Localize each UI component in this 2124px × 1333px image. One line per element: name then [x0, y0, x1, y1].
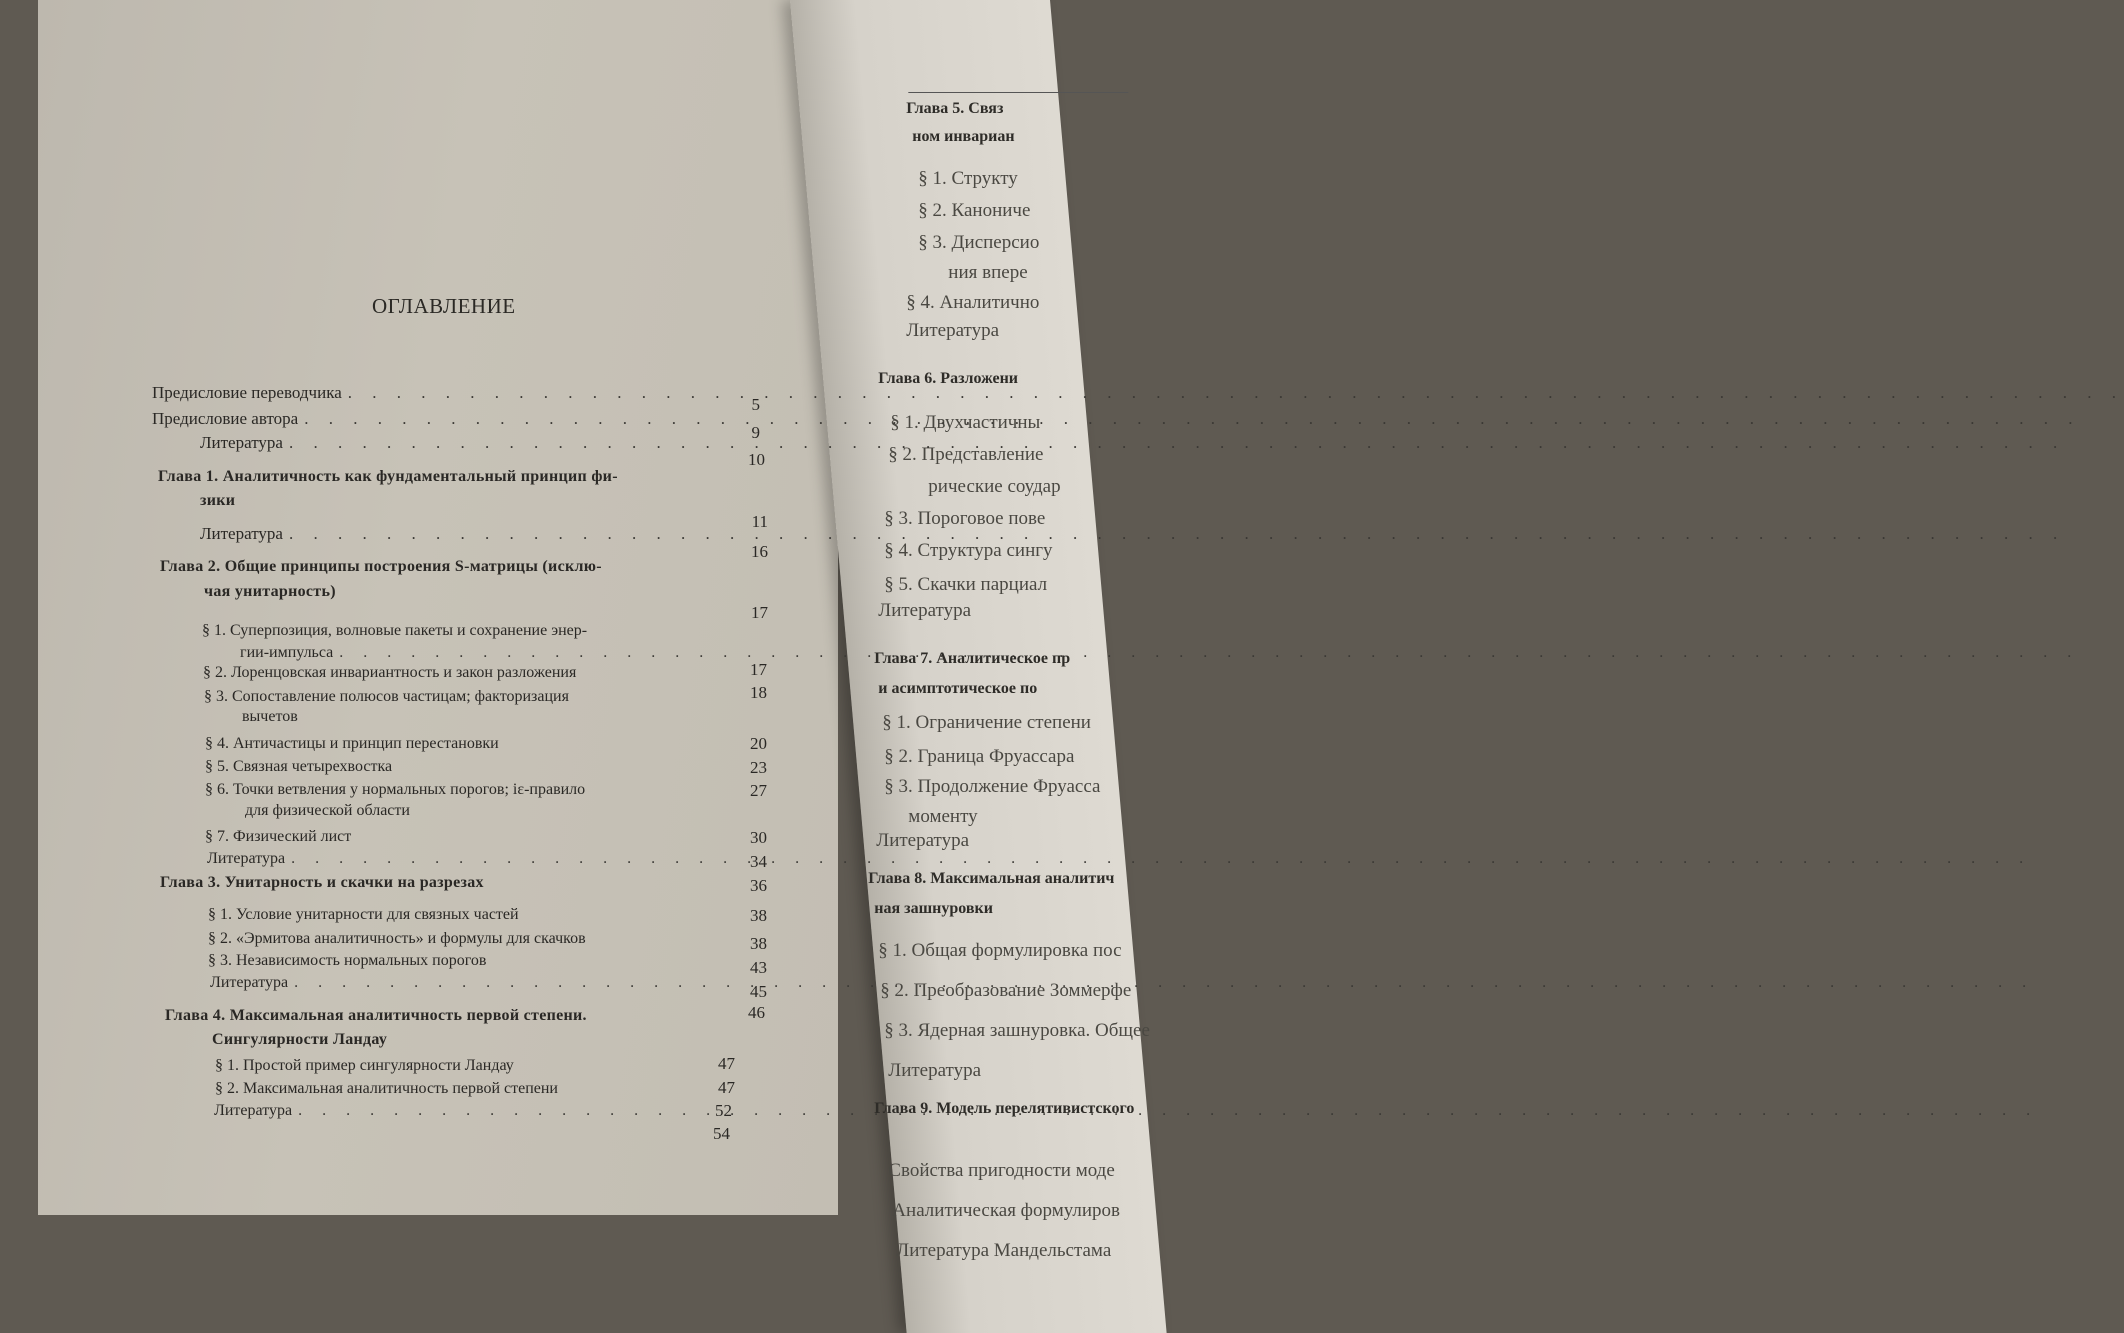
- toc-title: ОГЛАВЛЕНИЕ: [372, 294, 516, 318]
- toc-page-number: 16: [751, 542, 768, 561]
- section-entry: § 5. Связная четырехвостка: [205, 758, 393, 775]
- facing-page-line: § 5. Скачки парциал: [884, 574, 1048, 595]
- facing-page-line: § 1. Ограничение степени: [882, 712, 1091, 733]
- toc-page-number: 36: [750, 876, 767, 895]
- toc-entry-text: Литература: [200, 524, 283, 543]
- facing-page-line: § 2. Преобразование Зоммерфе: [880, 980, 1132, 1001]
- facing-page-line: § 4. Аналитично: [906, 292, 1040, 313]
- toc-entry-text: Литература: [200, 433, 283, 452]
- toc-page-number: 52: [715, 1101, 732, 1120]
- toc-page-number: 47: [718, 1054, 735, 1073]
- toc-entry: [210, 972, 760, 994]
- section-entry-cont: для физической области: [245, 802, 410, 819]
- chapter-heading: Глава 4. Максимальная аналитичность первой степени.: [165, 1007, 587, 1024]
- section-entry: § 6. Точки ветвления у нормальных порогов; iε-правило: [205, 781, 586, 798]
- facing-page-line: Глава 9. Модель перелятивистского: [874, 1100, 1135, 1117]
- toc-page-number: 18: [750, 683, 767, 702]
- toc-page-number: 27: [750, 781, 767, 800]
- facing-page-line: § 1. Структу: [918, 168, 1018, 189]
- facing-page-line: Литература Мандельстама: [896, 1240, 1112, 1261]
- section-entry: § 1. Простой пример сингулярности Ландау: [215, 1057, 514, 1074]
- toc-entry: [207, 848, 763, 870]
- toc-page-number: 38: [750, 906, 767, 925]
- toc-page-number: 47: [718, 1078, 735, 1097]
- section-entry: § 4. Античастицы и принцип перестановки: [205, 735, 499, 752]
- toc-page-number: 38: [750, 934, 767, 953]
- section-entry: § 1. Суперпозиция, волновые пакеты и сохранение энер-: [202, 622, 588, 639]
- facing-page-line: Глава 8. Максимальная аналитич: [868, 870, 1115, 887]
- toc-entry-text: Предисловие переводчика: [152, 383, 342, 402]
- toc-page-number: 17: [751, 603, 768, 622]
- facing-page-line: ния впере: [948, 262, 1028, 283]
- section-entry-cont: вычетов: [242, 708, 298, 725]
- facing-page-line: и асимптотическое по: [878, 680, 1038, 697]
- facing-page-line: Глава 6. Разложени: [878, 370, 1019, 387]
- section-entry: § 2. «Эрмитова аналитичность» и формулы для скачков: [208, 930, 586, 947]
- facing-page-line: § 3. Продолжение Фруасса: [884, 776, 1101, 797]
- section-entry: § 2. Максимальная аналитичность первой степени: [215, 1080, 558, 1097]
- facing-page-line: моменту: [908, 806, 978, 827]
- toc-entry: [214, 1100, 724, 1122]
- toc-entry: [152, 408, 764, 430]
- facing-page-line: § 2. Канониче: [918, 200, 1031, 221]
- toc-page-number: 17: [750, 660, 767, 679]
- chapter-heading-cont: зики: [200, 492, 236, 509]
- toc-entry-text: гии-импульса: [240, 644, 334, 661]
- table-of-contents: [0, 0, 1000, 1333]
- toc-page-number: 20: [750, 734, 767, 753]
- facing-page-line: рические соудар: [928, 476, 1061, 497]
- section-entry: § 2. Лоренцовская инвариантность и закон разложения: [203, 664, 577, 681]
- facing-page-line: § 3. Ядерная зашнуровка. Общее: [884, 1020, 1150, 1041]
- chapter-heading: Глава 2. Общие принципы построения S-матрицы (исклю-: [160, 558, 602, 575]
- toc-entry: [200, 523, 765, 545]
- chapter-heading: Глава 1. Аналитичность как фундаментальный принцип фи-: [158, 468, 618, 485]
- toc-page-number: 23: [750, 758, 767, 777]
- facing-page-line: Литература: [906, 320, 1000, 341]
- toc-entry-text: Литература: [207, 850, 286, 867]
- toc-page-number: 45: [750, 982, 767, 1001]
- section-entry: § 3. Независимость нормальных порогов: [208, 952, 487, 969]
- toc-entry: [200, 432, 765, 454]
- toc-page-number: 43: [750, 958, 767, 977]
- facing-page-line: § 1. Двухчастичны: [890, 412, 1041, 433]
- facing-page-line: Глава 7. Аналитическое пр: [874, 650, 1071, 667]
- toc-page-number: 30: [750, 828, 767, 847]
- chapter-heading-cont: чая унитарность): [204, 583, 336, 600]
- facing-page-line: Литература: [878, 600, 972, 621]
- toc-page-number: 34: [750, 852, 767, 871]
- toc-entry-text: Предисловие автора: [152, 409, 299, 428]
- facing-page-line: § 3. Пороговое пове: [884, 508, 1046, 529]
- facing-page-line: § 2. Представление: [888, 444, 1044, 465]
- section-entry: § 7. Физический лист: [205, 828, 352, 845]
- toc-page-number: 54: [713, 1124, 730, 1143]
- toc-page-number: 46: [748, 1003, 765, 1022]
- toc-page-number: 10: [748, 450, 765, 469]
- facing-page-line: Глава 5. Связ: [906, 100, 1004, 117]
- facing-page-line: ном инвариан: [912, 128, 1015, 145]
- toc-entry: [240, 642, 764, 664]
- toc-entry-text: Литература: [210, 974, 289, 991]
- facing-page-line: § 2. Граница Фруассара: [884, 746, 1075, 767]
- toc-page-number: 11: [751, 512, 768, 531]
- facing-page-line: § 1. Общая формулировка пос: [878, 940, 1122, 961]
- facing-page-line: Литература: [876, 830, 970, 851]
- section-entry: § 3. Сопоставление полюсов частицам; факторизация: [204, 688, 569, 705]
- facing-page-line: Литература: [888, 1060, 982, 1081]
- toc-entry: [152, 382, 764, 404]
- toc-page-number: 9: [751, 423, 760, 442]
- facing-page-line: § 3. Дисперсио: [918, 232, 1040, 253]
- toc-entry-text: Литература: [214, 1102, 293, 1119]
- facing-page-line: Свойства пригодности моде: [888, 1160, 1115, 1181]
- facing-page-line: ная зашнуровки: [874, 900, 993, 917]
- section-entry: § 1. Условие унитарности для связных частей: [208, 906, 519, 923]
- chapter-heading-cont: Сингулярности Ландау: [212, 1031, 388, 1048]
- facing-page-line: § 4. Структура сингу: [884, 540, 1053, 561]
- toc-page-number: 5: [751, 395, 760, 414]
- chapter-heading: Глава 3. Унитарность и скачки на разрезах: [160, 874, 484, 891]
- facing-page-line: Аналитическая формулиров: [892, 1200, 1121, 1221]
